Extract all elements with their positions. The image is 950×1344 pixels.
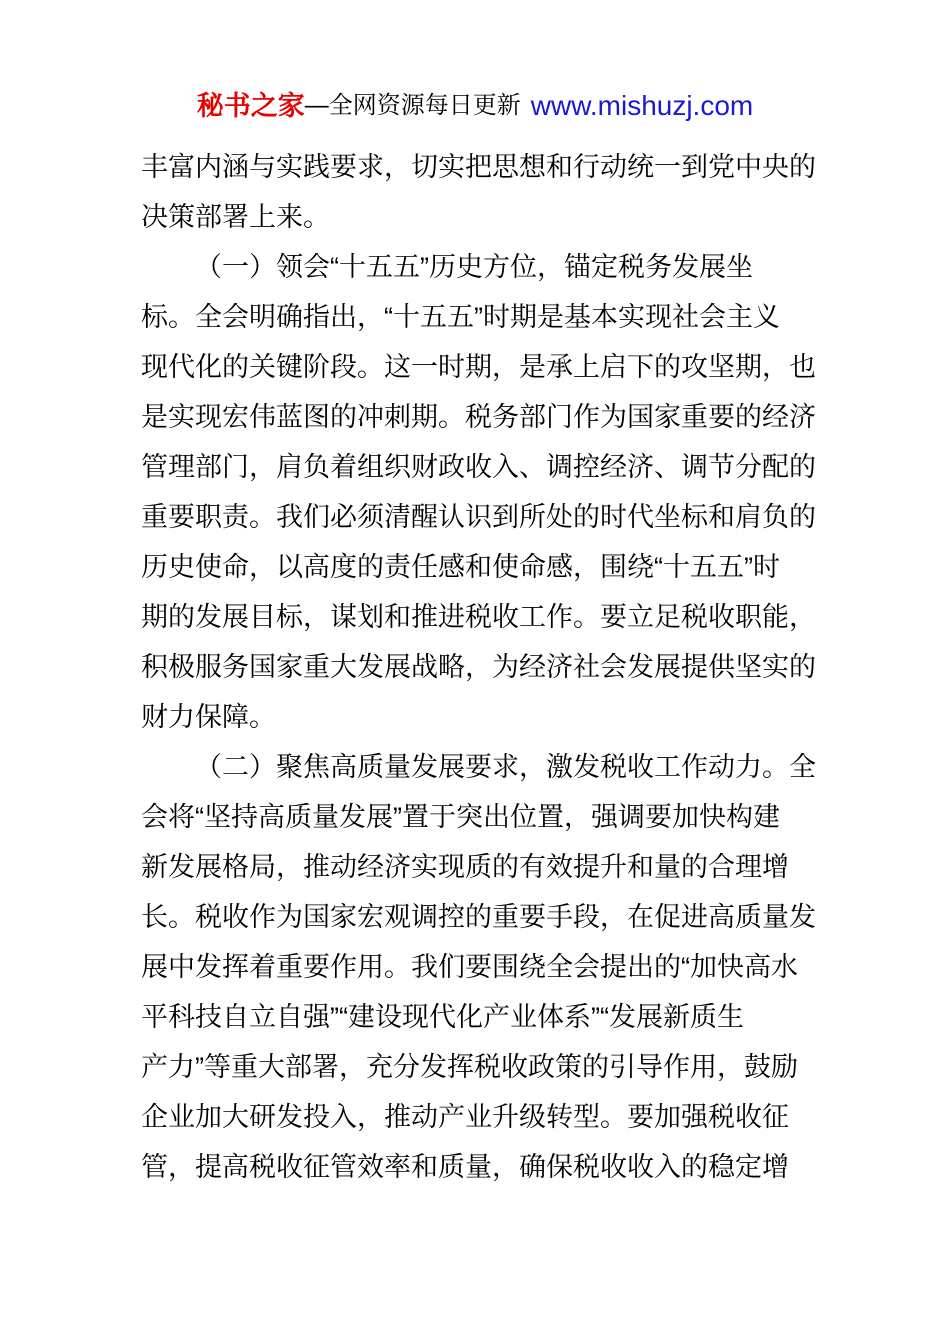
site-url-link[interactable]: www.mishuzj.com — [530, 90, 754, 121]
text-line: 决策部署上来。 — [141, 202, 330, 232]
text-line: 期的发展目标，谋划和推进税收工作。要立足税收职能， — [141, 602, 816, 632]
text-line: 企业加大研发投入，推动产业升级转型。要加强税收征 — [141, 1102, 789, 1132]
document-body — [141, 142, 831, 1192]
text-line: 是实现宏伟蓝图的冲刺期。税务部门作为国家重要的经济 — [141, 402, 816, 432]
text-line: 财力保障。 — [141, 702, 276, 732]
text-line: 管，提高税收征管效率和质量，确保税收收入的稳定增 — [141, 1152, 789, 1182]
text-line: 展中发挥着重要作用。我们要围绕全会提出的“加快高水 — [141, 952, 798, 982]
text-line: 新发展格局，推动经济实现质的有效提升和量的合理增 — [141, 852, 789, 882]
text-line: 管理部门，肩负着组织财政收入、调控经济、调节分配的 — [141, 452, 816, 482]
text-line: 产力”等重大部署，充分发挥税收政策的引导作用，鼓励 — [141, 1052, 798, 1082]
text-line: 积极服务国家重大发展战略，为经济社会发展提供坚实的 — [141, 652, 816, 682]
text-line: 会将“坚持高质量发展”置于突出位置，强调要加快构建 — [141, 802, 780, 832]
site-tagline: —全网资源每日更新 — [304, 92, 521, 119]
text-line-section-1-heading: （一）领会“十五五”历史方位，锚定税务发展坐 — [195, 252, 753, 282]
text-line: 标。全会明确指出，“十五五”时期是基本实现社会主义 — [141, 302, 780, 332]
site-header — [0, 90, 950, 122]
text-line: 现代化的关键阶段。这一时期，是承上启下的攻坚期，也 — [141, 352, 816, 382]
site-brand: 秘书之家 — [196, 91, 305, 121]
text-line: 丰富内涵与实践要求，切实把思想和行动统一到党中央的 — [141, 152, 816, 182]
text-line: 长。税收作为国家宏观调控的重要手段，在促进高质量发 — [141, 902, 816, 932]
text-line: 历史使命，以高度的责任感和使命感，围绕“十五五”时 — [141, 552, 780, 582]
text-line: 重要职责。我们必须清醒认识到所处的时代坐标和肩负的 — [141, 502, 816, 532]
text-line: 平科技自立自强”“建设现代化产业体系”“发展新质生 — [141, 1002, 744, 1032]
text-line-section-2-heading: （二）聚焦高质量发展要求，激发税收工作动力。全 — [195, 752, 816, 782]
